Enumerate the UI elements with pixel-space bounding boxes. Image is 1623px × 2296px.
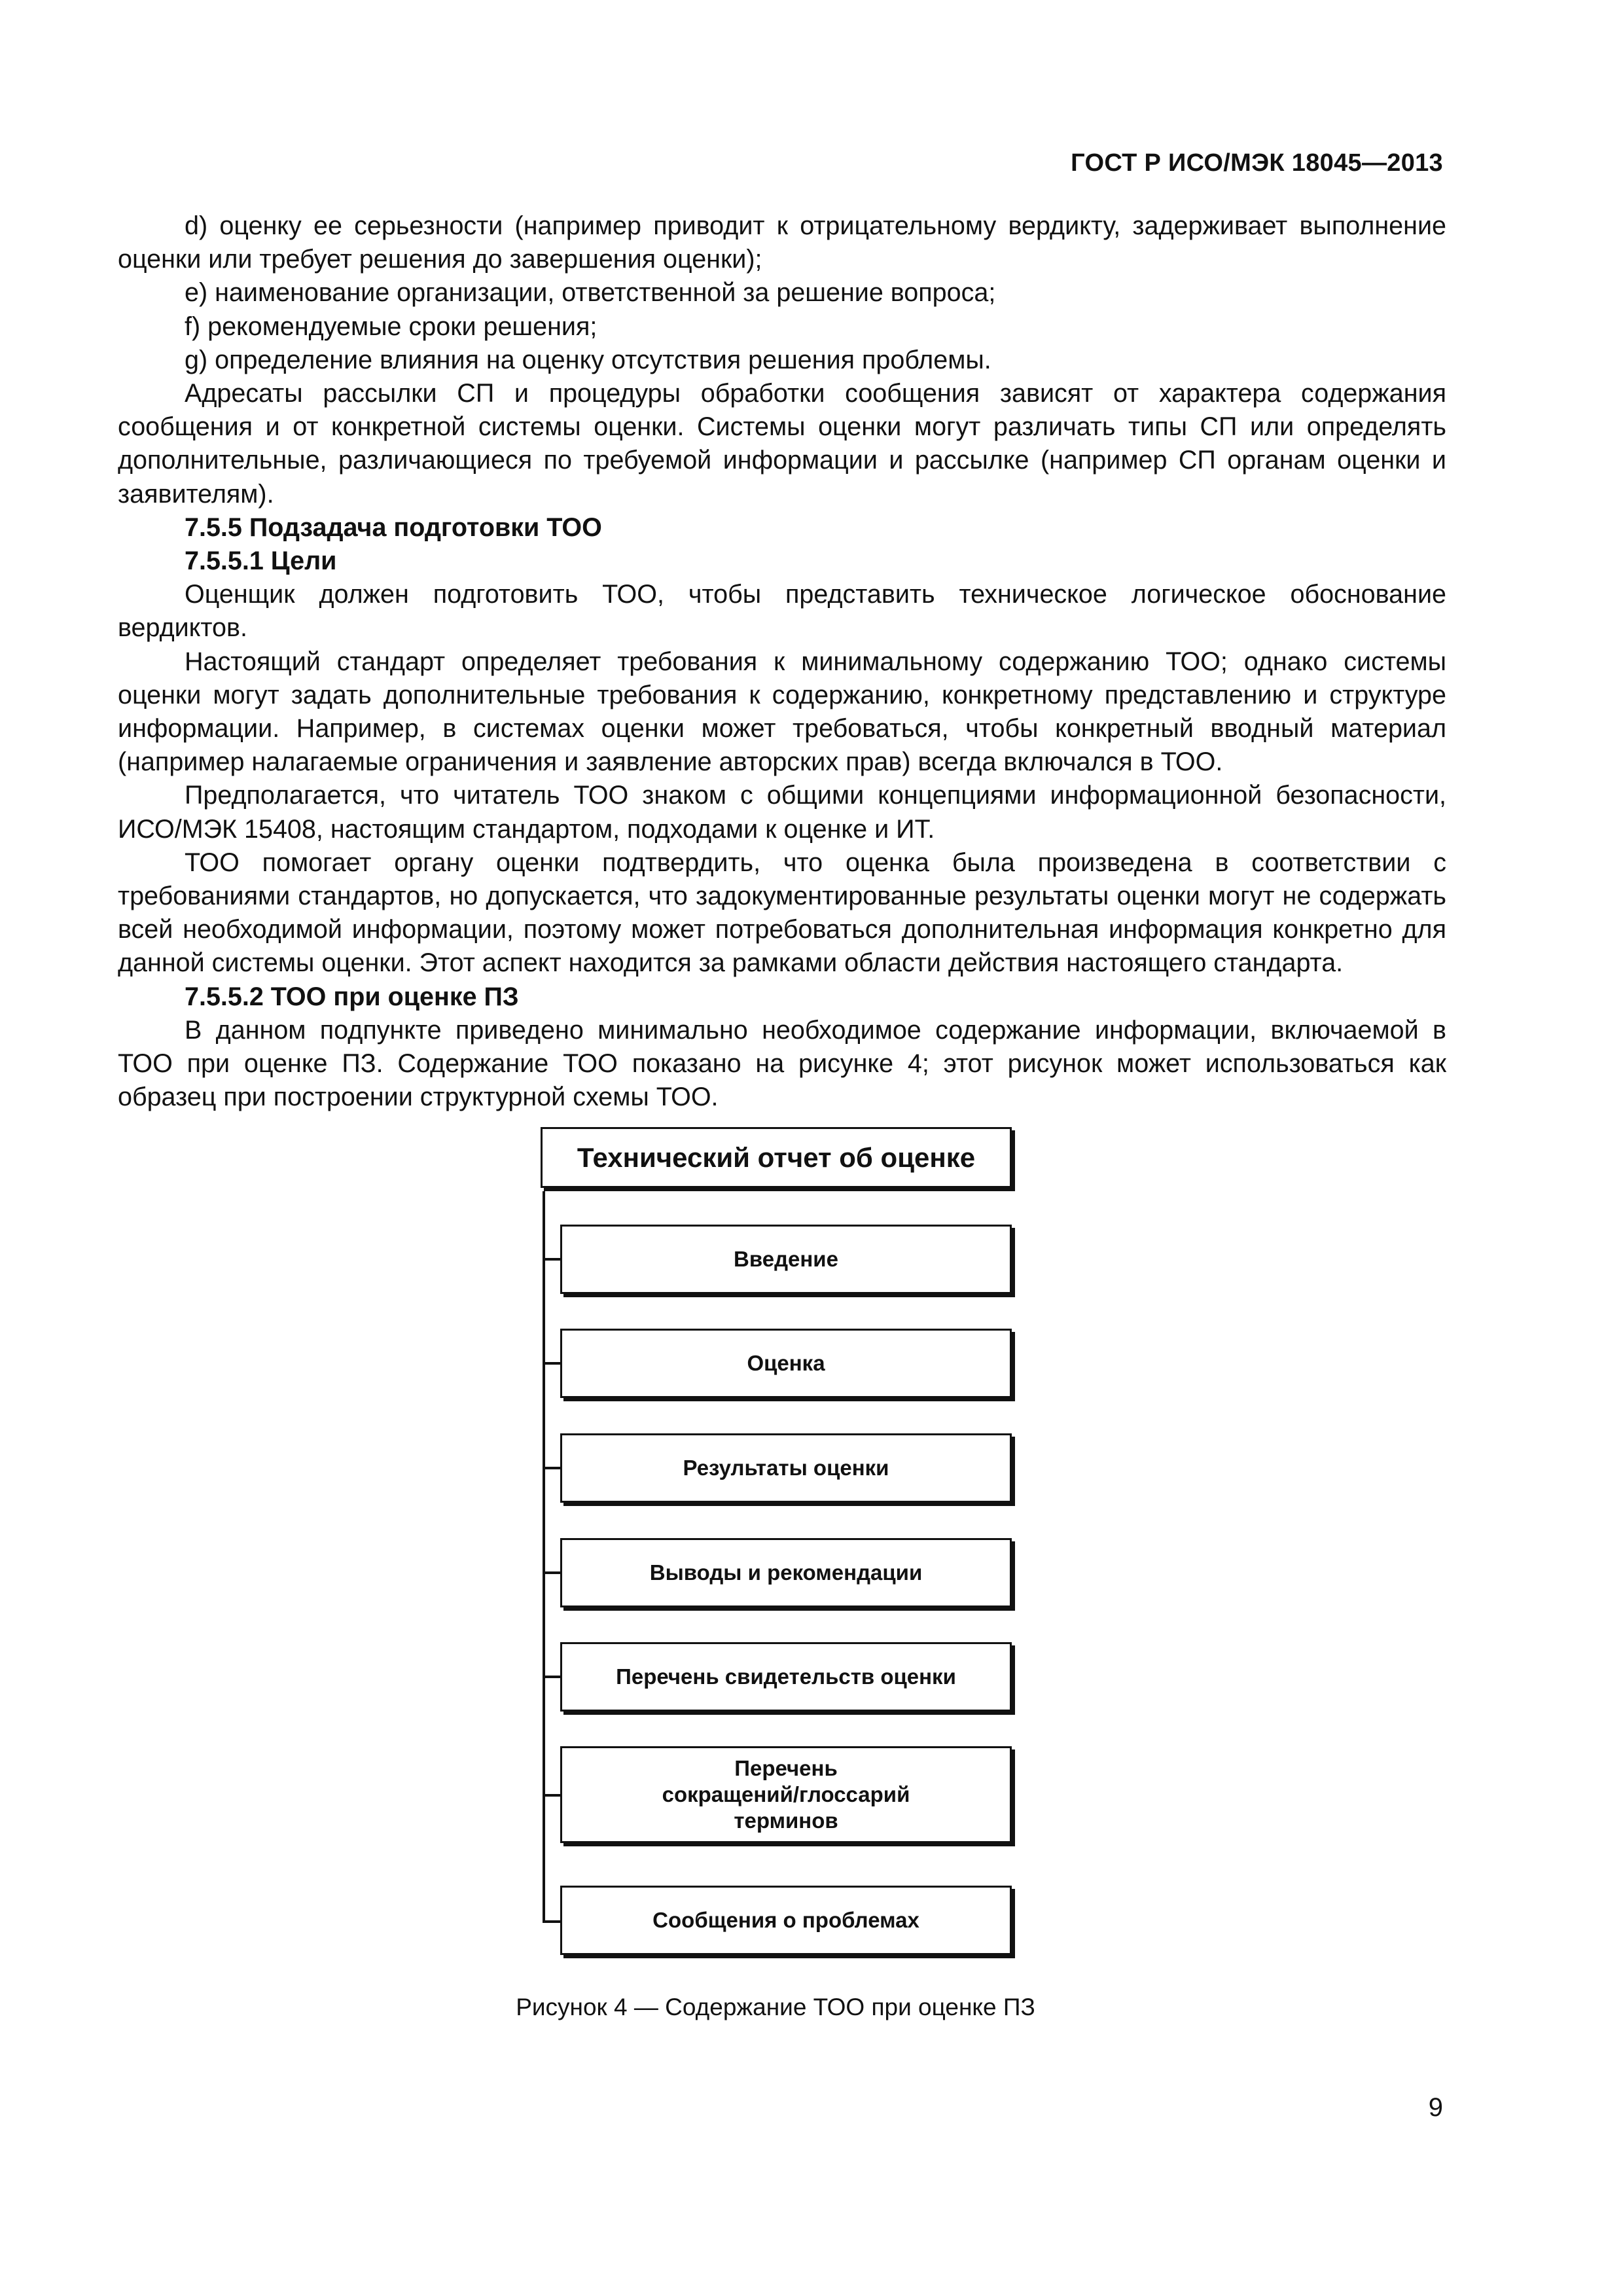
diagram-item-evidence-list: Перечень свидетельств оценки <box>560 1642 1012 1712</box>
diagram-connector-vertical <box>543 1191 545 1923</box>
diagram-item-evaluation: Оценка <box>560 1329 1012 1398</box>
figure-caption: Рисунок 4 — Содержание ТОО при оценке ПЗ <box>516 1994 1035 2020</box>
paragraph-requirements: Настоящий стандарт определяет требования к минимальному содержанию ТОО; однако системы оценки могут задать дополнительные требования к содержанию, конкретному представлению и структуре информации. Например, в системах оценки может требоваться, чтобы конкретный вводный материал (например налагаемые ограничения и заявление авторских прав) всегда включался в ТОО. <box>118 647 1446 777</box>
diagram-item-introduction: Введение <box>560 1225 1012 1294</box>
section-heading-7-5-5: 7.5.5 Подзадача подготовки ТОО <box>185 512 602 542</box>
diagram-connector <box>543 1467 560 1469</box>
paragraph-confirmation: ТОО помогает органу оценки подтвердить, что оценка была произведена в соответствии с требованиями стандартов, но допускается, что задокументированные результаты оценки могут не содержать всей необходимой информации, поэтому может потребоваться дополнительная информация конкретно для данной системы оценки. Этот аспект находится за рамками области действия настоящего стандарта. <box>118 848 1446 978</box>
list-item-g: g) определение влияния на оценку отсутствия решения проблемы. <box>185 345 991 374</box>
diagram-connector <box>543 1794 560 1797</box>
document-body <box>118 209 1446 1114</box>
paragraph-content: В данном подпункте приведено минимально необходимое содержание информации, включаемой в ТОО при оценке ПЗ. Содержание ТОО показано на рисунке 4; этот рисунок может использоваться как образец при построении структурной схемы ТОО. <box>118 1015 1446 1112</box>
diagram-item-glossary: Перечень сокращений/глоссарий терминов <box>560 1746 1012 1843</box>
paragraph-recipients: Адресаты рассылки СП и процедуры обработки сообщения зависят от характера содержания сообщения и от конкретной системы оценки. Системы оценки могут различать типы СП или определять дополнительные, различающиеся по требуемой информации и рассылке (например СП органам оценки и заявителям). <box>118 379 1446 509</box>
page-number: 9 <box>1428 2093 1443 2122</box>
list-item-f: f) рекомендуемые сроки решения; <box>185 312 597 341</box>
diagram-item-problem-reports: Сообщения о проблемах <box>560 1886 1012 1955</box>
list-item-d: d) оценку ее серьезности (например приводит к отрицательному вердикту, задерживает выполнение оценки или требует решения до завершения оценки); <box>118 211 1446 274</box>
paragraph-evaluator: Оценщик должен подготовить ТОО, чтобы представить техническое логическое обоснование вердиктов. <box>118 580 1446 643</box>
diagram-connector <box>543 1362 560 1365</box>
diagram-connector <box>543 1676 560 1678</box>
section-heading-7-5-5-1: 7.5.5.1 Цели <box>185 547 337 576</box>
diagram-item-results: Результаты оценки <box>560 1433 1012 1503</box>
list-item-e: e) наименование организации, ответственной за решение вопроса; <box>185 278 996 308</box>
diagram-title-box: Технический отчет об оценке <box>541 1127 1012 1188</box>
paragraph-reader: Предполагается, что читатель ТОО знаком с общими концепциями информационной безопасности, ИСО/МЭК 15408, настоящим стандартом, подходами к оценке и ИТ. <box>118 781 1446 844</box>
document-header: ГОСТ Р ИСО/МЭК 18045—2013 <box>1071 149 1443 177</box>
diagram-connector <box>543 1571 560 1574</box>
diagram-connector <box>543 1258 560 1261</box>
diagram-connector <box>543 1920 560 1923</box>
section-heading-7-5-5-2: 7.5.5.2 ТОО при оценке ПЗ <box>185 982 519 1011</box>
diagram-item-conclusions: Выводы и рекомендации <box>560 1538 1012 1607</box>
